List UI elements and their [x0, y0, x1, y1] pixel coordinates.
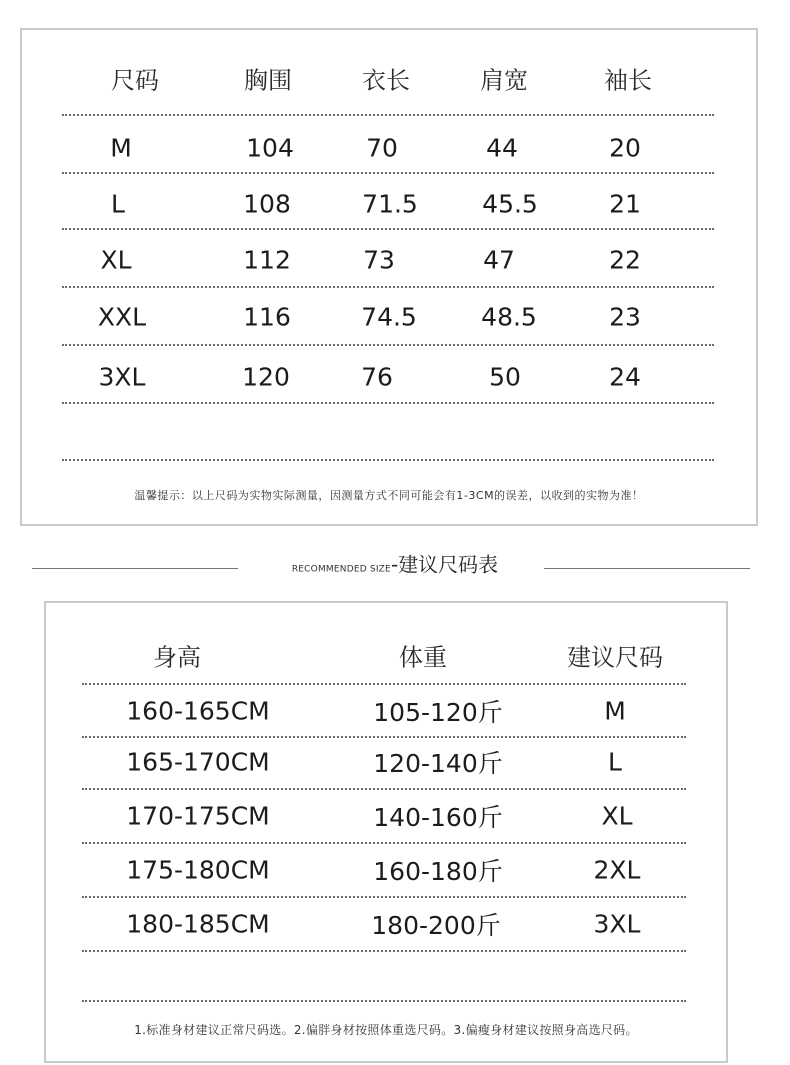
header-recommended-size: 建议尺码: [567, 643, 663, 672]
cell-sleeve: 20: [609, 133, 641, 163]
section-divider: [0, 550, 790, 576]
header-size: 尺码: [111, 66, 159, 95]
cell-chest: 116: [243, 302, 291, 332]
cell-sleeve: 23: [609, 302, 641, 332]
row-divider: [62, 172, 714, 174]
cell-recommended-size: M: [604, 696, 626, 726]
cell-height: 180-185CM: [126, 909, 270, 939]
header-sleeve: 袖长: [604, 66, 652, 95]
cell-size: XL: [100, 245, 132, 275]
table-row: [46, 788, 726, 844]
row-divider: [62, 114, 714, 116]
row-divider: [62, 459, 714, 461]
row-divider: [62, 228, 714, 230]
cell-chest: 104: [246, 133, 294, 163]
cell-shoulder: 50: [489, 362, 521, 392]
recommend-chart-panel: [44, 601, 728, 1063]
cell-recommended-size: L: [608, 747, 622, 777]
cell-length: 71.5: [362, 189, 418, 219]
cell-shoulder: 47: [483, 245, 515, 275]
cell-sleeve: 22: [609, 245, 641, 275]
section-title-en: RECOMMENDED SIZE: [291, 564, 391, 575]
table-row: [46, 896, 726, 952]
table-row: [22, 176, 756, 232]
table-row: [22, 289, 756, 345]
cell-shoulder: 48.5: [481, 302, 537, 332]
table-row: [22, 232, 756, 288]
measurement-note: 温馨提示：以上尺码为实物实际测量，因测量方式不同可能会有1-3CM的误差，以收到的实物为准！: [134, 489, 644, 502]
cell-weight: 160-180斤: [373, 857, 503, 886]
cell-height: 175-180CM: [126, 855, 270, 885]
row-divider: [62, 344, 714, 346]
cell-chest: 108: [243, 189, 291, 219]
table-row: [46, 683, 726, 739]
table-row: [22, 349, 756, 405]
cell-height: 160-165CM: [126, 696, 270, 726]
header-length: 衣长: [362, 66, 410, 95]
divider-line-left: [32, 568, 238, 569]
cell-length: 74.5: [361, 302, 417, 332]
header-height: 身高: [153, 643, 201, 672]
cell-weight: 140-160斤: [373, 803, 503, 832]
cell-recommended-size: 2XL: [593, 855, 641, 885]
cell-size: XXL: [97, 302, 147, 332]
section-title: [292, 549, 498, 578]
cell-chest: 120: [242, 362, 290, 392]
recommend-header-row: [46, 627, 726, 683]
cell-recommended-size: XL: [601, 801, 633, 831]
cell-size: L: [111, 189, 125, 219]
recommend-note: 1.标准身材建议正常尺码选。2.偏胖身材按照体重选尺码。3.偏瘦身材建议按照身高选尺码。: [134, 1023, 638, 1037]
cell-size: M: [110, 133, 132, 163]
cell-length: 76: [361, 362, 393, 392]
row-divider: [82, 1000, 686, 1002]
header-shoulder: 肩宽: [480, 66, 528, 95]
table-row: [46, 734, 726, 790]
cell-length: 73: [363, 245, 395, 275]
cell-weight: 105-120斤: [373, 698, 503, 727]
cell-weight: 120-140斤: [373, 749, 503, 778]
cell-height: 170-175CM: [126, 801, 270, 831]
cell-length: 70: [366, 133, 398, 163]
table-row: [22, 120, 756, 176]
size-chart-panel: [20, 28, 758, 526]
row-divider: [82, 950, 686, 952]
cell-height: 165-170CM: [126, 747, 270, 777]
cell-weight: 180-200斤: [371, 911, 501, 940]
header-weight: 体重: [399, 643, 447, 672]
cell-sleeve: 24: [609, 362, 641, 392]
cell-size: 3XL: [98, 362, 146, 392]
divider-line-right: [544, 568, 750, 569]
header-chest: 胸围: [244, 66, 292, 95]
section-title-cn: -建议尺码表: [390, 552, 499, 577]
cell-shoulder: 45.5: [482, 189, 538, 219]
cell-sleeve: 21: [609, 189, 641, 219]
cell-recommended-size: 3XL: [593, 909, 641, 939]
row-divider: [62, 402, 714, 404]
row-divider: [62, 286, 714, 288]
cell-shoulder: 44: [486, 133, 518, 163]
cell-chest: 112: [243, 245, 291, 275]
table-row: [46, 842, 726, 898]
size-chart-header-row: [22, 50, 756, 106]
